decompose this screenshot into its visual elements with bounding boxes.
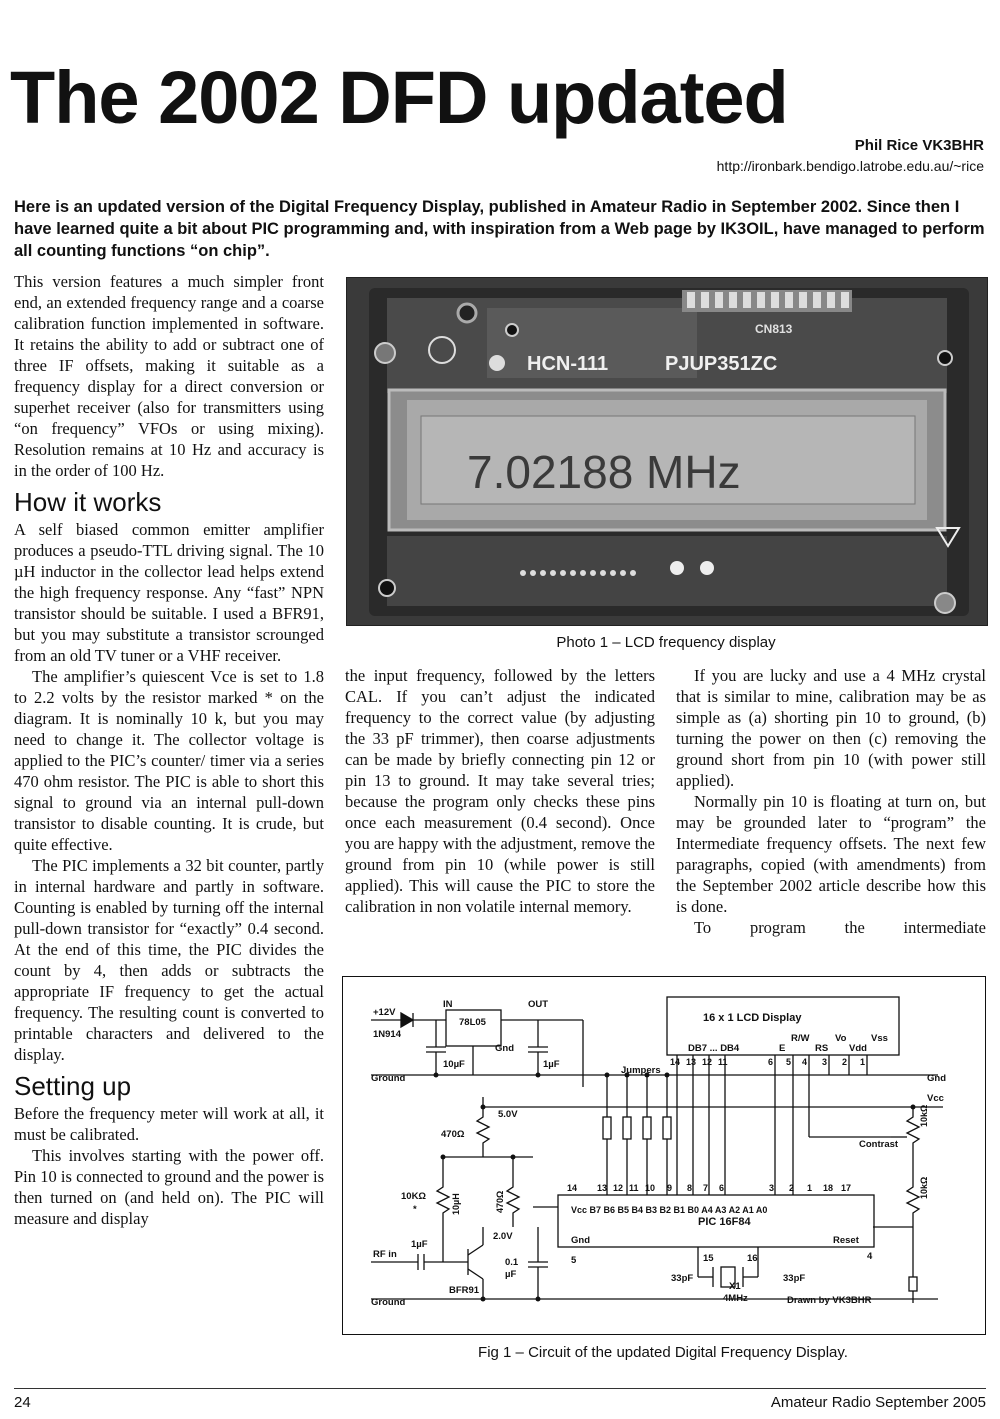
label-r470a: 470Ω [441,1129,465,1140]
intro-paragraph: Here is an updated version of the Digital Frequency Display, published in Amateur Radio in September 2002. Since then I have learned quite a bit about PIC programming and, with inspiration from a Web page by IK3OIL, have managed to perform all counting functions “on chip”. [14,198,985,260]
paragraph: If you are lucky and use a 4 MHz crystal that is similar to mine, calibration may be as simple as (a) shorting pin 10 to ground, (b) turning the power on then (c) removing the ground short from pin 10 (with power still applied). [676,666,986,790]
paragraph: To program the intermediate [694,918,986,937]
label-pin16: 16 [747,1253,758,1264]
pic-pin-number: 8 [687,1183,693,1193]
pic-pin-number: 13 [597,1183,608,1193]
pic-pin-number: 6 [719,1183,725,1193]
magazine-issue: Amateur Radio September 2005 [770,1394,986,1411]
paragraph: Before the frequency meter will work at all, it must be calibrated. [14,1104,324,1144]
label-l10u: 10µH [451,1193,461,1215]
pic-pin-number: 18 [823,1183,834,1193]
label-reg-gnd: Gnd [495,1043,514,1054]
label-c01u: µF [505,1269,517,1280]
section-heading-how-it-works: How it works [14,487,162,517]
cn-label: CN813 [755,322,793,336]
schematic [343,977,985,1334]
pjup-label: PJUP351ZC [665,353,778,375]
label-in: IN [443,999,453,1010]
label-jumpers: Jumpers [621,1065,661,1076]
paragraph: Normally pin 10 is floating at turn on, but may be grounded later to “program” the Intermediate frequency offsets. The next few paragraphs, copied (with amendments) from the September 2002 article describe how this is done. [676,792,986,916]
section-heading-setting-up: Setting up [14,1071,132,1101]
column-3 [676,665,986,938]
label-r470b: 470Ω [495,1190,505,1213]
label-vdd: Vdd [849,1043,867,1054]
paragraph: The amplifier’s quiescent Vce is set to 1.8 to 2.2 volts by the resistor marked * on the diagram. It is nominally 10 k, but you may need to change it. The collector voltage is applied to the PIC’s counter/ timer via a series 470 ohm resistor. The PIC is able to short this signal to ground via an internal pull-down transistor to disable counting. It is crude, but quite effective. [14,667,324,854]
label-r10k-star: 10KΩ [401,1191,427,1202]
author-url: http://ironbark.bendigo.latrobe.edu.au/~rice [716,158,984,174]
label-c1u-b: 1µF [411,1239,428,1250]
footer-rule [14,1388,986,1389]
pic-pin-number: 10 [645,1183,656,1193]
label-rs: RS [815,1043,829,1054]
hcn-label: HCN-111 [527,353,609,375]
lcd-pin-number: 14 [670,1057,681,1067]
label-star: * [413,1204,417,1215]
label-db: DB7 ... DB4 [688,1043,740,1054]
label-5v: 5.0V [498,1109,518,1120]
lcd-pin-number: 13 [686,1057,697,1067]
label-contrast: Contrast [859,1139,899,1150]
article-title: The 2002 DFD updated [10,56,788,139]
lcd-pin-number: 6 [768,1057,774,1067]
column-2 [345,665,655,917]
lcd-pin-numbers [670,1057,865,1067]
label-c33a: 33pF [671,1273,694,1284]
pic-pin-number: 12 [613,1183,624,1193]
paragraph: This version features a much simpler front end, an extended frequency range and a coarse calibration function implemented in software. It retains the ability to add or subtract one of three IF offsets, making it suitable as a frequency display for a direct conversion or superhet receiver (also for transmitters using “on frequency” VFOs or using mixing). Resolution remains at 10 Hz and accuracy is in the order of 100 Hz. [14,272,324,480]
lcd-reading: 7.02188 MHz [467,446,741,498]
label-drawn-by: Drawn by VK3BHR [787,1295,872,1306]
label-pic-reset: Reset [833,1235,859,1246]
label-12v: +12V [373,1007,396,1018]
photo-lcd-module [346,277,988,626]
label-diode: 1N914 [373,1029,401,1040]
pic-pin-number: 9 [667,1183,673,1193]
label-gnd-rail: Gnd [927,1073,946,1084]
label-pin4: 4 [867,1251,873,1262]
page-number: 24 [14,1394,31,1411]
label-e: E [779,1043,786,1054]
label-c33b: 33pF [783,1273,806,1284]
circuit-diagram [342,976,986,1335]
label-q1: BFR91 [449,1285,480,1296]
lcd-pin-number: 3 [822,1057,828,1067]
label-x1-freq: 4MHz [723,1293,748,1304]
label-ground-top: Ground [371,1073,406,1084]
lcd-pin-number: 5 [786,1057,792,1067]
label-r10k-b: 10kΩ [919,1176,929,1199]
lcd-pin-number: 12 [702,1057,713,1067]
label-2v: 2.0V [493,1231,513,1242]
label-ground-bottom: Ground [371,1297,406,1308]
label-rfin: RF in [373,1249,397,1260]
label-vcc-rail: Vcc [927,1093,944,1104]
lcd-pin-number: 1 [860,1057,866,1067]
photo-caption: Photo 1 – LCD frequency display [556,634,776,651]
label-pic: PIC 16F84 [698,1216,751,1228]
label-lcd-title: 16 x 1 LCD Display [703,1012,802,1024]
paragraph: the input frequency, followed by the letters CAL. If you can’t adjust the indicated frequency to the correct value (by adjusting the 33 pF trimmer), then coarse adjustments can be made by briefly connecting pin 12 or pin 13 to ground. It may take several tries; because the program only checks these pins once each measurement (0.4 second). Once you are happy with the adjustment, remove the ground from pin 10 (while power is still applied). This will cause the PIC to store the calibration in non volatile internal memory. [345,666,655,916]
label-pin15: 15 [703,1253,714,1264]
paragraph: A self biased common emitter amplifier produces a pseudo-TTL driving signal. The 10 µH inductor in the collector lead helps extend the high frequency response. Any “fast” NPN transistor should be suitable. I used a BFR91, but you may substitute a transistor scrounged from an old TV tuner or a VHF receiver. [14,520,324,665]
lcd-pin-number: 11 [718,1057,728,1067]
label-pic-pins: Vcc B7 B6 B5 B4 B3 B2 B1 B0 A4 A3 A2 A1 A0 [571,1205,768,1215]
pic-pin-number: 1 [807,1183,813,1193]
label-vss: Vss [871,1033,888,1044]
paragraph: The PIC implements a 32 bit counter, partly in internal hardware and partly in software. Counting is enabled by turning off the internal pull-down transistor for “exactly” 0.4 second. At the end of this time, the PIC divides the count by 4, then adds or subtracts the appropriate IF frequency to get the actual frequency. The resulting count is converted to printable characters and delivered to the display. [14,856,324,1064]
paragraph: This involves starting with the power off. Pin 10 is connected to ground and the power is then turned on (and held on). The PIC will measure and display [14,1146,324,1228]
figure-caption: Fig 1 – Circuit of the updated Digital Frequency Display. [478,1344,848,1361]
pic-pin-number: 11 [629,1183,639,1193]
column-1 [14,271,324,1229]
label-x1: X1 [729,1281,741,1292]
label-vo: Vo [835,1033,847,1044]
photo-illustration [347,278,987,625]
label-r10k-a: 10kΩ [919,1104,929,1127]
pic-pin-number: 3 [769,1183,775,1193]
label-pin5: 5 [571,1255,577,1266]
label-c01: 0.1 [505,1257,519,1268]
author-name: Phil Rice VK3BHR [854,137,984,154]
label-rw: R/W [791,1033,810,1044]
pic-pin-number: 7 [703,1183,709,1193]
label-c10u: 10µF [443,1059,465,1070]
label-out: OUT [528,999,549,1010]
label-regulator: 78L05 [459,1017,486,1028]
pic-pin-number: 14 [567,1183,578,1193]
lcd-pin-number: 4 [802,1057,808,1067]
label-c1u: 1µF [543,1059,560,1070]
lcd-pin-number: 2 [842,1057,848,1067]
label-pic-gnd: Gnd [571,1235,590,1246]
pic-pin-number: 17 [841,1183,852,1193]
pic-pin-number: 2 [789,1183,795,1193]
